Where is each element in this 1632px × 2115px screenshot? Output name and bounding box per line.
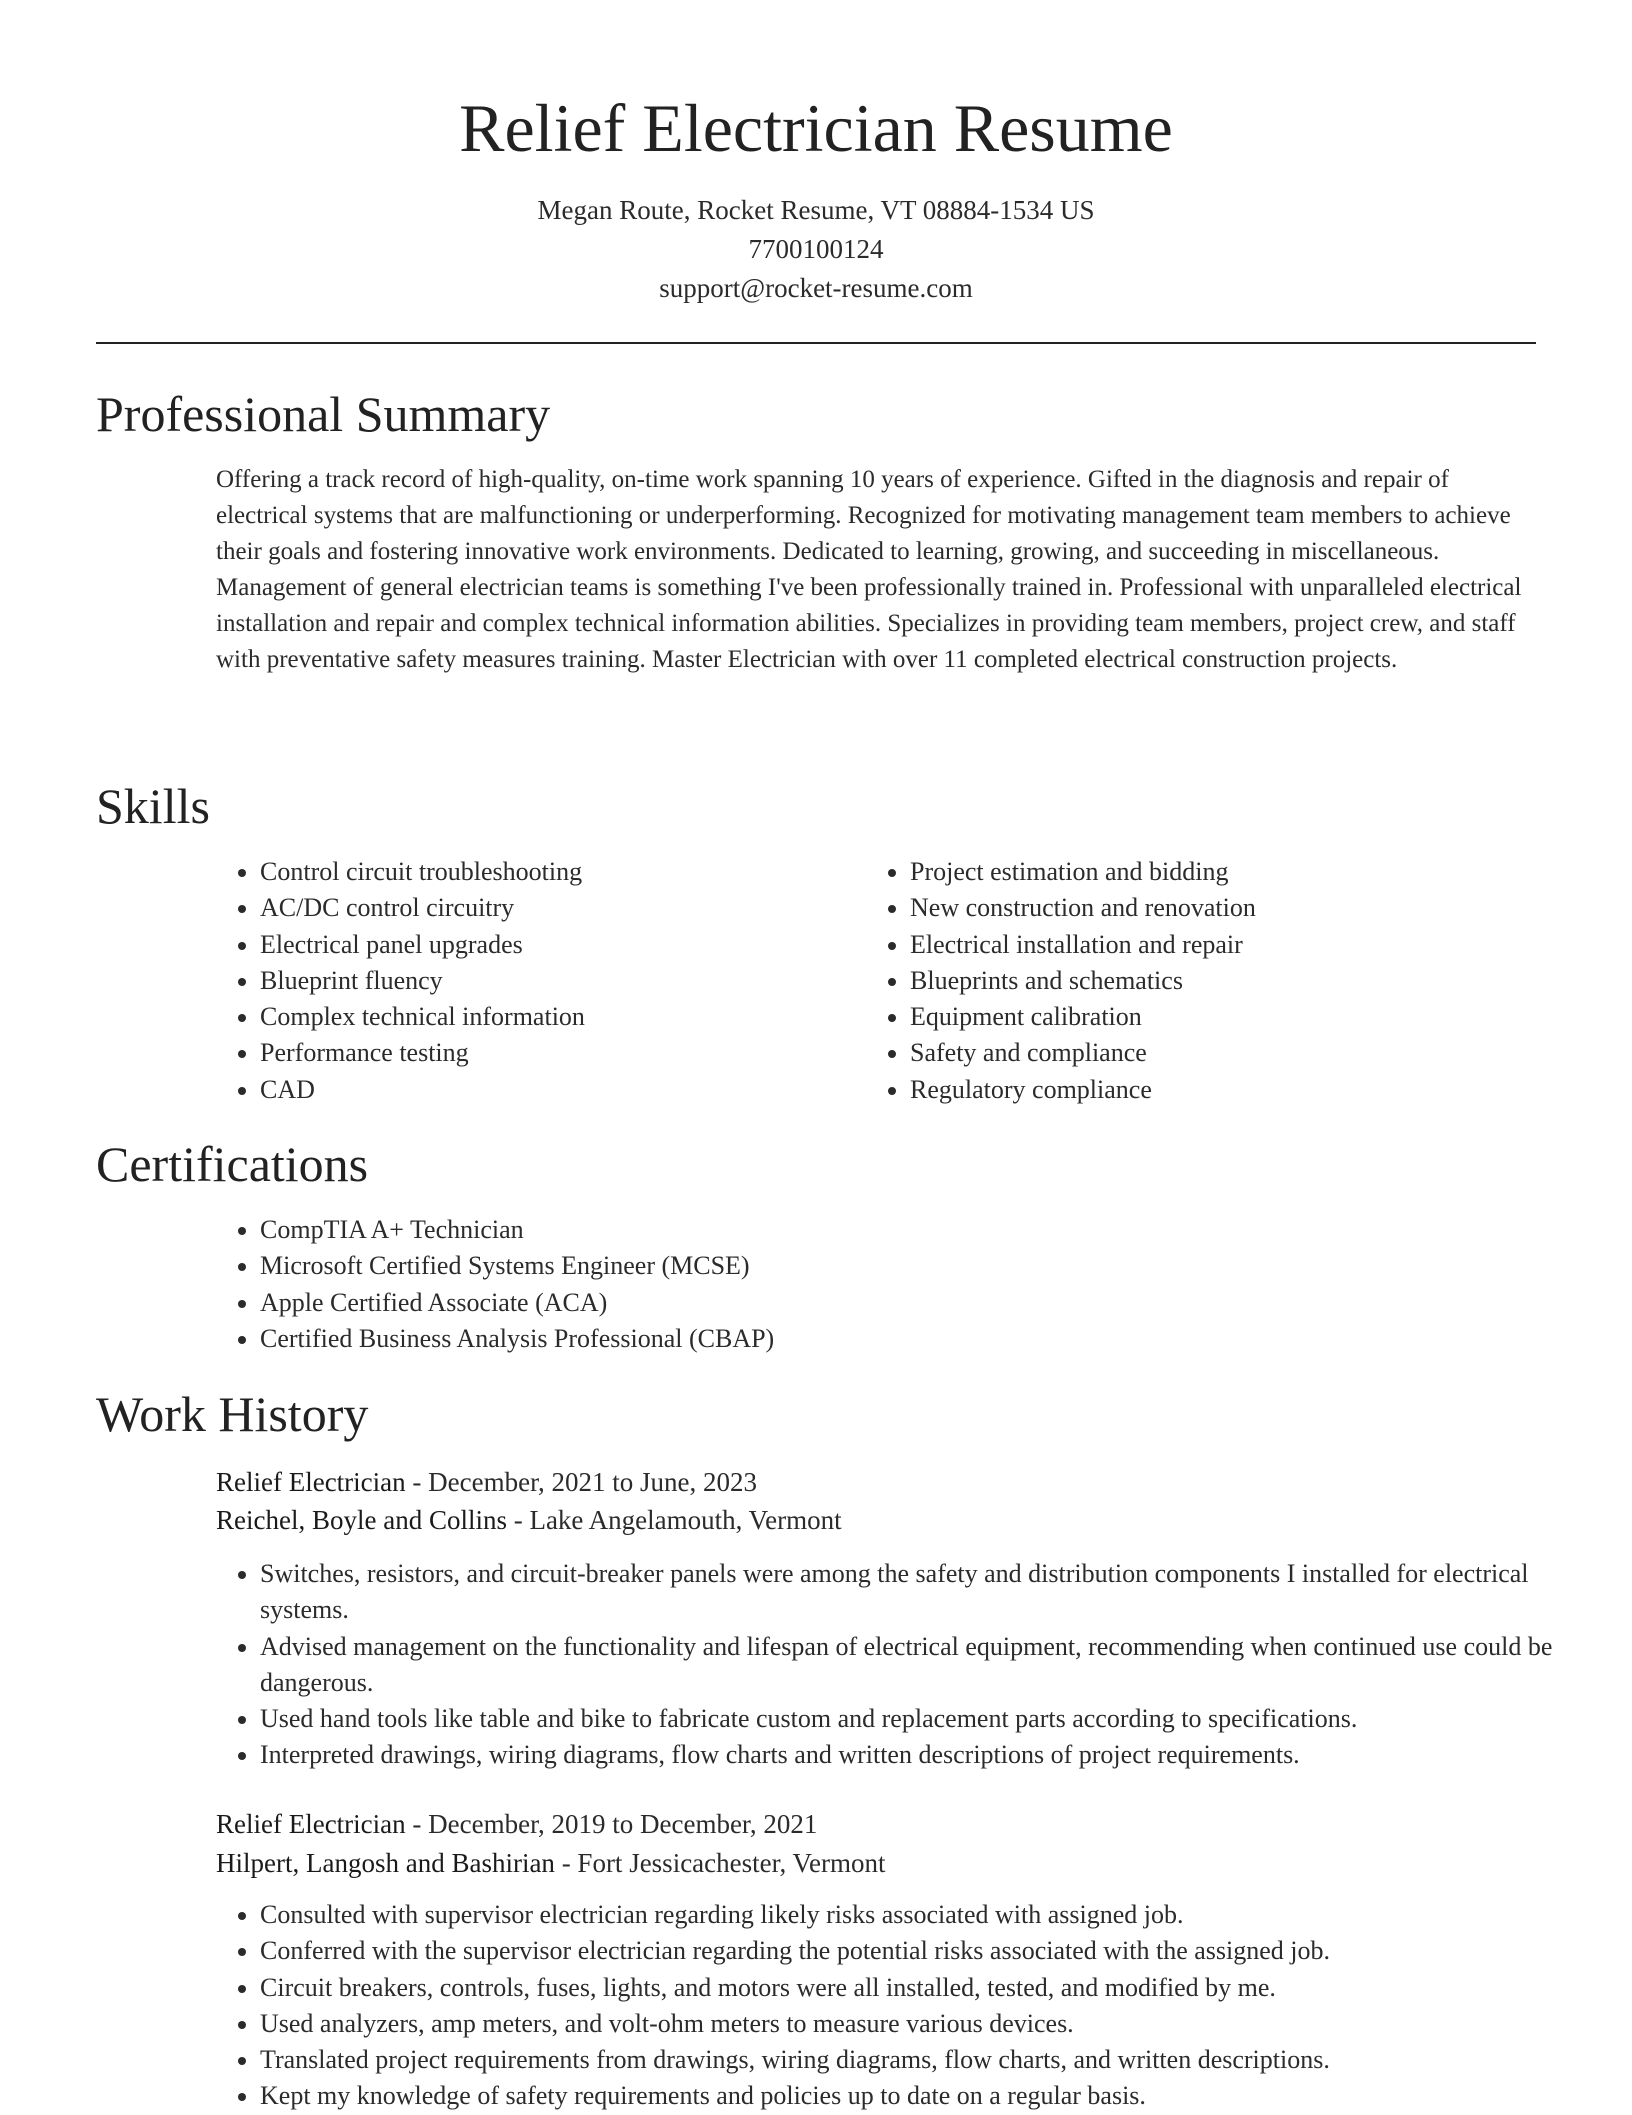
skill-item: • Control circuit troubleshooting <box>260 854 880 890</box>
duty-item: • Circuit breakers, controls, fuses, lights, and motors were all installed, tested, and modified by me. <box>260 1970 1580 2006</box>
contact-block <box>0 191 1632 308</box>
duty-item: • Used hand tools like table and bike to fabricate custom and replacement parts according to specifications. <box>260 1701 1580 1737</box>
skill-item: • New construction and renovation <box>910 890 1530 926</box>
skill-item: • Equipment calibration <box>910 999 1530 1035</box>
contact-phone: 7700100124 <box>748 234 884 264</box>
contact-email: support@rocket-resume.com <box>659 273 973 303</box>
job-title: Relief Electrician <box>216 1467 406 1497</box>
job-1-company-line <box>216 1500 1536 1540</box>
certification-item: • Apple Certified Associate (ACA) <box>260 1285 1580 1321</box>
job-2-company-line <box>216 1843 1536 1883</box>
job-1-title-line <box>216 1462 1536 1502</box>
skill-item: • Blueprints and schematics <box>910 963 1530 999</box>
skills-list-left <box>216 854 880 1108</box>
skill-item: • Regulatory compliance <box>910 1072 1530 1108</box>
summary-text: Offering a track record of high-quality, on-time work spanning 10 years of experience. Gifted in the diagnosis and repair of electrical systems that are malfunctioning or underperforming. Recognized for motivating management team members to achieve their goals and fostering innovative work environments. Dedicated to learning, growing, and succeeding in miscellaneous. Management of general electrician teams is something I've been professionally trained in. Professional with unparalleled electrical installation and repair and complex technical information abilities. Specializes in providing team members, project crew, and staff with preventative safety measures training. Master Electrician with over 11 completed electrical construction projects. <box>216 466 1522 673</box>
job-1-duties <box>216 1556 1580 1774</box>
contact-address: Megan Route, Rocket Resume, VT 08884-1534 US <box>537 195 1095 225</box>
skill-item: • Electrical panel upgrades <box>260 927 880 963</box>
duty-item: • Interpreted drawings, wiring diagrams, flow charts and written descriptions of project requirements. <box>260 1737 1580 1773</box>
skill-item: • Blueprint fluency <box>260 963 880 999</box>
duty-item: • Translated project requirements from drawings, wiring diagrams, flow charts, and written descriptions. <box>260 2042 1580 2078</box>
duty-item: • Consulted with supervisor electrician regarding likely risks associated with assigned job. <box>260 1897 1580 1933</box>
duty-item: • Conferred with the supervisor electrician regarding the potential risks associated with the assigned job. <box>260 1933 1580 1969</box>
duty-item: • Switches, resistors, and circuit-breaker panels were among the safety and distribution components I installed for electrical systems. <box>260 1556 1580 1629</box>
skills-heading: Skills <box>96 778 210 834</box>
work-history-heading: Work History <box>96 1386 369 1442</box>
certifications-list <box>216 1212 1580 1357</box>
certification-item: • CompTIA A+ Technician <box>260 1212 1580 1248</box>
duty-item: • Advised management on the functionality and lifespan of electrical equipment, recommending when continued use could be dangerous. <box>260 1629 1580 1702</box>
skill-item: • Complex technical information <box>260 999 880 1035</box>
resume-title: Relief Electrician Resume <box>459 90 1173 166</box>
skill-item: • Electrical installation and repair <box>910 927 1530 963</box>
skill-item: • Project estimation and bidding <box>910 854 1530 890</box>
job-2-duties <box>216 1897 1580 2115</box>
skills-list-right <box>866 854 1530 1108</box>
job-location: - Lake Angelamouth, Vermont <box>506 1505 842 1535</box>
certifications-heading: Certifications <box>96 1136 369 1192</box>
job-dates: - December, 2019 to December, 2021 <box>405 1809 818 1839</box>
skill-item: • CAD <box>260 1072 880 1108</box>
skill-item: • Safety and compliance <box>910 1035 1530 1071</box>
job-dates: - December, 2021 to June, 2023 <box>405 1467 757 1497</box>
duty-item: • Used analyzers, amp meters, and volt-ohm meters to measure various devices. <box>260 2006 1580 2042</box>
job-company: Reichel, Boyle and Collins <box>216 1505 507 1535</box>
job-location: - Fort Jessicachester, Vermont <box>554 1848 886 1878</box>
summary-heading: Professional Summary <box>96 386 551 442</box>
job-company: Hilpert, Langosh and Bashirian <box>216 1848 555 1878</box>
job-2-title-line <box>216 1804 1536 1844</box>
certification-item: • Certified Business Analysis Professional (CBAP) <box>260 1321 1580 1357</box>
header-divider <box>96 342 1536 344</box>
duty-item: • Kept my knowledge of safety requirements and policies up to date on a regular basis. <box>260 2078 1580 2114</box>
certification-item: • Microsoft Certified Systems Engineer (MCSE) <box>260 1248 1580 1284</box>
skill-item: • AC/DC control circuitry <box>260 890 880 926</box>
job-title: Relief Electrician <box>216 1809 406 1839</box>
skill-item: • Performance testing <box>260 1035 880 1071</box>
